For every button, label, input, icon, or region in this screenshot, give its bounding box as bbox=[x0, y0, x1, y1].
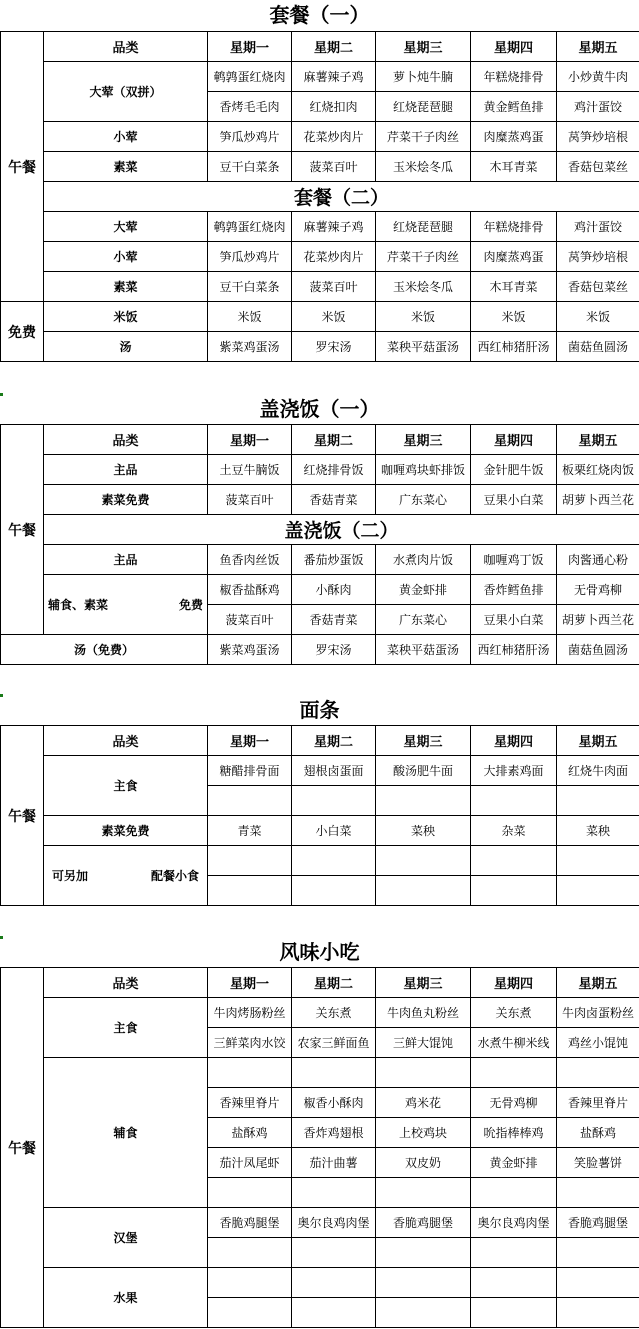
menu-cell: 鸡米花 bbox=[376, 1088, 471, 1118]
menu-cell: 红烧扣肉 bbox=[292, 92, 376, 122]
category-cell: 汤（免费） bbox=[1, 635, 208, 665]
empty-cell bbox=[471, 786, 557, 816]
menu-cell: 香脆鸡腿堡 bbox=[208, 1208, 292, 1238]
empty-cell bbox=[292, 1238, 376, 1268]
empty-cell bbox=[208, 876, 292, 906]
menu-cell: 土豆牛腩饭 bbox=[208, 455, 292, 485]
menu-cell: 香菇青菜 bbox=[292, 605, 376, 635]
category-cell: 素菜免费 bbox=[44, 485, 208, 515]
menu-cell: 三鲜大馄饨 bbox=[376, 1028, 471, 1058]
empty-cell bbox=[376, 1298, 471, 1328]
empty-cell bbox=[376, 1268, 471, 1298]
menu-cell: 豆干白菜条 bbox=[208, 152, 292, 182]
menu-cell: 罗宋汤 bbox=[292, 332, 376, 362]
menu-cell: 牛肉鱼丸粉丝 bbox=[376, 998, 471, 1028]
empty-cell bbox=[557, 1238, 639, 1268]
menu-cell: 香菇包菜丝 bbox=[557, 152, 639, 182]
snack-title: 风味小吃 bbox=[279, 940, 360, 964]
side-category-label: 辅食、素菜 bbox=[48, 598, 109, 612]
category-cell: 水果 bbox=[44, 1268, 208, 1328]
header-thursday: 星期四 bbox=[471, 726, 557, 756]
noodle-section bbox=[0, 725, 639, 906]
header-friday: 星期五 bbox=[557, 425, 639, 455]
category-cell: 辅食 bbox=[44, 1058, 208, 1208]
header-category: 品类 bbox=[44, 726, 208, 756]
category-cell: 大荤（双拼） bbox=[44, 62, 208, 122]
lunch-label: 午餐 bbox=[1, 726, 44, 906]
empty-cell bbox=[471, 1268, 557, 1298]
header-thursday: 星期四 bbox=[471, 425, 557, 455]
menu-cell: 牛肉烤肠粉丝 bbox=[208, 998, 292, 1028]
menu-cell: 无骨鸡柳 bbox=[557, 575, 639, 605]
category-cell: 主品 bbox=[44, 545, 208, 575]
menu-cell: 咖喱鸡块虾排饭 bbox=[376, 455, 471, 485]
menu-cell: 红烧牛肉面 bbox=[557, 756, 639, 786]
header-thursday: 星期四 bbox=[471, 968, 557, 998]
menu-cell: 关东煮 bbox=[471, 998, 557, 1028]
category-cell: 米饭 bbox=[44, 302, 208, 332]
empty-cell bbox=[208, 786, 292, 816]
menu-cell: 菜秧 bbox=[376, 816, 471, 846]
header-friday: 星期五 bbox=[557, 32, 639, 62]
menu-cell: 香菇青菜 bbox=[292, 485, 376, 515]
menu-cell: 笋瓜炒鸡片 bbox=[208, 122, 292, 152]
category-cell: 主食 bbox=[44, 756, 208, 816]
menu-cell: 笋瓜炒鸡片 bbox=[208, 242, 292, 272]
menu-cell: 芹菜干子肉丝 bbox=[376, 122, 471, 152]
menu-cell: 奥尔良鸡肉堡 bbox=[471, 1208, 557, 1238]
category-cell: 汉堡 bbox=[44, 1208, 208, 1268]
lunch-label: 午餐 bbox=[1, 32, 44, 302]
empty-cell bbox=[557, 1178, 639, 1208]
menu-cell: 菜秧平菇蛋汤 bbox=[376, 332, 471, 362]
extra-right-label: 配餐小食 bbox=[150, 869, 199, 883]
menu-cell: 菠菜百叶 bbox=[208, 485, 292, 515]
empty-cell bbox=[208, 1238, 292, 1268]
header-monday: 星期一 bbox=[208, 425, 292, 455]
menu-cell: 麻薯辣子鸡 bbox=[292, 212, 376, 242]
empty-cell bbox=[471, 846, 557, 876]
menu-cell: 椒香小酥肉 bbox=[292, 1088, 376, 1118]
setmeal-section bbox=[0, 31, 639, 362]
menu-cell: 杂菜 bbox=[471, 816, 557, 846]
empty-cell bbox=[376, 1178, 471, 1208]
menu-cell: 大排素鸡面 bbox=[471, 756, 557, 786]
menu-cell: 牛肉卤蛋粉丝 bbox=[557, 998, 639, 1028]
menu-cell: 肉糜蒸鸡蛋 bbox=[471, 122, 557, 152]
empty-cell bbox=[557, 846, 639, 876]
menu-cell: 年糕烧排骨 bbox=[471, 62, 557, 92]
menu-cell: 米饭 bbox=[208, 302, 292, 332]
menu-cell: 菜秧 bbox=[557, 816, 639, 846]
empty-cell bbox=[471, 1178, 557, 1208]
menu-cell: 小白菜 bbox=[292, 816, 376, 846]
menu-cell: 豆果小白菜 bbox=[471, 605, 557, 635]
menu-cell: 香脆鸡腿堡 bbox=[376, 1208, 471, 1238]
menu-cell: 鱼香肉丝饭 bbox=[208, 545, 292, 575]
empty-cell bbox=[292, 1178, 376, 1208]
empty-cell bbox=[557, 1058, 639, 1088]
category-cell: 素菜 bbox=[44, 272, 208, 302]
empty-cell bbox=[208, 1268, 292, 1298]
snack-table bbox=[0, 967, 639, 1328]
rice-title-1: 盖浇饭（一） bbox=[259, 397, 380, 421]
menu-cell: 菌菇鱼圆汤 bbox=[557, 635, 639, 665]
category-cell: 汤 bbox=[44, 332, 208, 362]
menu-cell: 豆干白菜条 bbox=[208, 272, 292, 302]
menu-cell: 玉米烩冬瓜 bbox=[376, 272, 471, 302]
header-monday: 星期一 bbox=[208, 968, 292, 998]
empty-cell bbox=[208, 1058, 292, 1088]
menu-cell: 黄金鳕鱼排 bbox=[471, 92, 557, 122]
header-wednesday: 星期三 bbox=[376, 968, 471, 998]
menu-cell: 黄金虾排 bbox=[376, 575, 471, 605]
rice-table bbox=[0, 424, 639, 665]
category-cell: 主食 bbox=[44, 998, 208, 1058]
side-free-label: 免费 bbox=[178, 598, 203, 612]
menu-cell: 鸡汁蛋饺 bbox=[557, 212, 639, 242]
menu-cell: 红烧排骨饭 bbox=[292, 455, 376, 485]
empty-cell bbox=[557, 876, 639, 906]
empty-cell bbox=[376, 1238, 471, 1268]
empty-cell bbox=[376, 846, 471, 876]
menu-cell: 盐酥鸡 bbox=[557, 1118, 639, 1148]
menu-cell: 菠菜百叶 bbox=[292, 272, 376, 302]
category-cell: 小荤 bbox=[44, 122, 208, 152]
menu-cell: 香烤毛毛肉 bbox=[208, 92, 292, 122]
header-tuesday: 星期二 bbox=[292, 32, 376, 62]
category-cell: 主品 bbox=[44, 455, 208, 485]
empty-cell bbox=[292, 846, 376, 876]
menu-cell: 鸡汁蛋饺 bbox=[557, 92, 639, 122]
menu-cell: 金针肥牛饭 bbox=[471, 455, 557, 485]
menu-cell: 木耳青菜 bbox=[471, 152, 557, 182]
header-monday: 星期一 bbox=[208, 726, 292, 756]
noodle-title: 面条 bbox=[299, 698, 340, 722]
header-category: 品类 bbox=[44, 968, 208, 998]
menu-cell: 紫菜鸡蛋汤 bbox=[208, 332, 292, 362]
menu-cell: 关东煮 bbox=[292, 998, 376, 1028]
menu-cell: 罗宋汤 bbox=[292, 635, 376, 665]
extra-left-label: 可另加 bbox=[52, 869, 89, 883]
menu-cell: 青菜 bbox=[208, 816, 292, 846]
menu-cell: 米饭 bbox=[471, 302, 557, 332]
menu-cell: 番茄炒蛋饭 bbox=[292, 545, 376, 575]
free-label: 免费 bbox=[1, 302, 44, 362]
empty-cell bbox=[557, 1268, 639, 1298]
snack-section bbox=[0, 967, 639, 1328]
menu-cell: 盐酥鸡 bbox=[208, 1118, 292, 1148]
empty-cell bbox=[471, 1058, 557, 1088]
rice-section bbox=[0, 424, 639, 665]
setmeal-title-2: 套餐（二） bbox=[44, 182, 639, 212]
category-cell bbox=[44, 846, 208, 906]
menu-cell: 水煮肉片饭 bbox=[376, 545, 471, 575]
empty-cell bbox=[376, 1058, 471, 1088]
menu-cell: 芹菜干子肉丝 bbox=[376, 242, 471, 272]
empty-cell bbox=[292, 876, 376, 906]
menu-cell: 莴笋炒培根 bbox=[557, 242, 639, 272]
menu-cell: 花菜炒肉片 bbox=[292, 242, 376, 272]
empty-cell bbox=[292, 786, 376, 816]
menu-cell: 花菜炒肉片 bbox=[292, 122, 376, 152]
empty-cell bbox=[557, 786, 639, 816]
category-cell: 素菜免费 bbox=[44, 816, 208, 846]
menu-cell: 米饭 bbox=[376, 302, 471, 332]
menu-cell: 米饭 bbox=[292, 302, 376, 332]
empty-cell bbox=[208, 1178, 292, 1208]
header-monday: 星期一 bbox=[208, 32, 292, 62]
menu-cell: 笑脸薯饼 bbox=[557, 1148, 639, 1178]
empty-cell bbox=[471, 876, 557, 906]
menu-cell: 麻薯辣子鸡 bbox=[292, 62, 376, 92]
menu-cell: 西红柿猪肝汤 bbox=[471, 635, 557, 665]
menu-cell: 菜秧平菇蛋汤 bbox=[376, 635, 471, 665]
menu-cell: 肉酱通心粉 bbox=[557, 545, 639, 575]
menu-cell: 米饭 bbox=[557, 302, 639, 332]
menu-cell: 茄汁曲薯 bbox=[292, 1148, 376, 1178]
menu-cell: 香炸鸡翅根 bbox=[292, 1118, 376, 1148]
menu-cell: 无骨鸡柳 bbox=[471, 1088, 557, 1118]
rice-title-2: 盖浇饭（二） bbox=[44, 515, 639, 545]
menu-cell: 香辣里脊片 bbox=[557, 1088, 639, 1118]
empty-cell bbox=[292, 1058, 376, 1088]
header-wednesday: 星期三 bbox=[376, 425, 471, 455]
empty-cell bbox=[471, 1298, 557, 1328]
header-wednesday: 星期三 bbox=[376, 32, 471, 62]
menu-cell: 小酥肉 bbox=[292, 575, 376, 605]
menu-cell: 肉糜蒸鸡蛋 bbox=[471, 242, 557, 272]
empty-cell bbox=[292, 1268, 376, 1298]
header-tuesday: 星期二 bbox=[292, 968, 376, 998]
menu-cell: 水煮牛柳米线 bbox=[471, 1028, 557, 1058]
menu-cell: 三鲜菜肉水饺 bbox=[208, 1028, 292, 1058]
menu-cell: 黄金虾排 bbox=[471, 1148, 557, 1178]
empty-cell bbox=[376, 876, 471, 906]
category-cell: 素菜 bbox=[44, 152, 208, 182]
menu-cell: 小炒黄牛肉 bbox=[557, 62, 639, 92]
menu-cell: 双皮奶 bbox=[376, 1148, 471, 1178]
lunch-label: 午餐 bbox=[1, 425, 44, 635]
menu-cell: 红烧琵琶腿 bbox=[376, 92, 471, 122]
menu-cell: 菠菜百叶 bbox=[208, 605, 292, 635]
menu-cell: 胡萝卜西兰花 bbox=[557, 485, 639, 515]
header-friday: 星期五 bbox=[557, 968, 639, 998]
menu-cell: 香脆鸡腿堡 bbox=[557, 1208, 639, 1238]
lunch-label: 午餐 bbox=[1, 968, 44, 1328]
menu-cell: 豆果小白菜 bbox=[471, 485, 557, 515]
menu-cell: 菌菇鱼圆汤 bbox=[557, 332, 639, 362]
menu-cell: 年糕烧排骨 bbox=[471, 212, 557, 242]
menu-cell: 上校鸡块 bbox=[376, 1118, 471, 1148]
empty-cell bbox=[208, 846, 292, 876]
menu-cell: 农家三鲜面鱼 bbox=[292, 1028, 376, 1058]
menu-cell: 萝卜炖牛腩 bbox=[376, 62, 471, 92]
menu-cell: 菠菜百叶 bbox=[292, 152, 376, 182]
menu-cell: 西红柿猪肝汤 bbox=[471, 332, 557, 362]
menu-cell: 翅根卤蛋面 bbox=[292, 756, 376, 786]
empty-cell bbox=[292, 1298, 376, 1328]
menu-cell: 香辣里脊片 bbox=[208, 1088, 292, 1118]
empty-cell bbox=[471, 1238, 557, 1268]
header-tuesday: 星期二 bbox=[292, 726, 376, 756]
menu-cell: 莴笋炒培根 bbox=[557, 122, 639, 152]
category-cell: 大荤 bbox=[44, 212, 208, 242]
menu-cell: 玉米烩冬瓜 bbox=[376, 152, 471, 182]
empty-cell bbox=[208, 1298, 292, 1328]
menu-cell: 椒香盐酥鸡 bbox=[208, 575, 292, 605]
setmeal-table bbox=[0, 31, 639, 362]
header-category: 品类 bbox=[44, 425, 208, 455]
menu-cell: 香炸鳕鱼排 bbox=[471, 575, 557, 605]
menu-cell: 鹌鹑蛋红烧肉 bbox=[208, 212, 292, 242]
menu-cell: 红烧琵琶腿 bbox=[376, 212, 471, 242]
header-wednesday: 星期三 bbox=[376, 726, 471, 756]
menu-cell: 紫菜鸡蛋汤 bbox=[208, 635, 292, 665]
category-cell bbox=[44, 575, 208, 635]
menu-cell: 吮指棒棒鸡 bbox=[471, 1118, 557, 1148]
header-thursday: 星期四 bbox=[471, 32, 557, 62]
menu-cell: 咖喱鸡丁饭 bbox=[471, 545, 557, 575]
header-tuesday: 星期二 bbox=[292, 425, 376, 455]
header-friday: 星期五 bbox=[557, 726, 639, 756]
menu-cell: 茄汁凤尾虾 bbox=[208, 1148, 292, 1178]
menu-cell: 广东菜心 bbox=[376, 485, 471, 515]
menu-cell: 鸡丝小馄饨 bbox=[557, 1028, 639, 1058]
category-cell: 小荤 bbox=[44, 242, 208, 272]
menu-cell: 木耳青菜 bbox=[471, 272, 557, 302]
noodle-table bbox=[0, 725, 639, 906]
menu-cell: 香菇包菜丝 bbox=[557, 272, 639, 302]
menu-cell: 板栗红烧肉饭 bbox=[557, 455, 639, 485]
menu-cell: 奥尔良鸡肉堡 bbox=[292, 1208, 376, 1238]
menu-cell: 酸汤肥牛面 bbox=[376, 756, 471, 786]
menu-cell: 鹌鹑蛋红烧肉 bbox=[208, 62, 292, 92]
empty-cell bbox=[376, 786, 471, 816]
empty-cell bbox=[557, 1298, 639, 1328]
menu-cell: 糖醋排骨面 bbox=[208, 756, 292, 786]
menu-cell: 广东菜心 bbox=[376, 605, 471, 635]
menu-cell: 胡萝卜西兰花 bbox=[557, 605, 639, 635]
setmeal-title-1: 套餐（一） bbox=[269, 3, 370, 27]
header-category: 品类 bbox=[44, 32, 208, 62]
